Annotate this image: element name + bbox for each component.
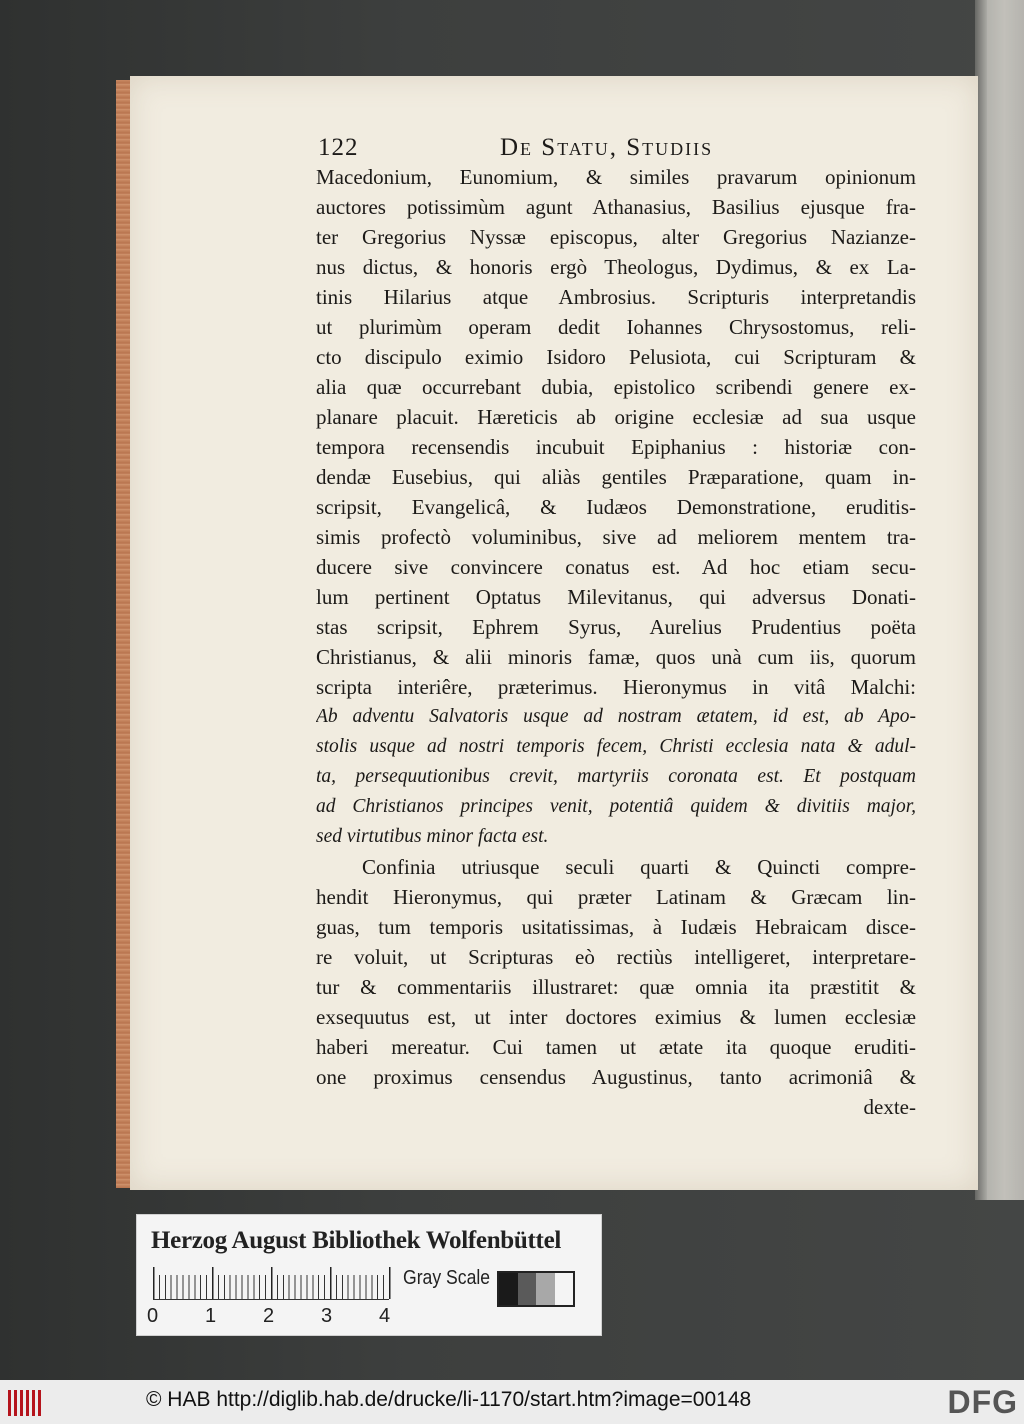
- barcode-icon: [8, 1390, 44, 1416]
- text-line: nus dictus, & honoris ergò Theologus, Dydimus, & ex La-: [316, 255, 916, 279]
- catchword: dexte-: [863, 1095, 916, 1119]
- text-line: tempora recensendis incubuit Epiphanius : historiæ con-: [316, 435, 916, 459]
- gray-scale-swatches: [497, 1271, 575, 1307]
- library-name: Herzog August Bibliothek Wolfenbüttel: [151, 1227, 562, 1254]
- text-line: exsequutus est, ut inter doctores eximius & lumen ecclesiæ: [316, 1005, 916, 1029]
- text-line: planare placuit. Hæreticis ab origine ecclesiæ ad sua usque: [316, 405, 916, 429]
- text-line: guas, tum temporis usitatissimas, à Iudæis Hebraicam disce-: [316, 915, 916, 939]
- text-line: ducere sive convincere conatus est. Ad hoc etiam secu-: [316, 555, 916, 579]
- text-line: scripta interiêre, præterimus. Hieronymus in vitâ Malchi:: [316, 675, 916, 699]
- text-line: simis profectò voluminibus, sive ad meliorem mentem tra-: [316, 525, 916, 549]
- ruler-number: 3: [321, 1305, 333, 1327]
- gray-swatch: [536, 1273, 555, 1305]
- text-line: stolis usque ad nostri temporis fecem, Christi ecclesia nata & adul-: [316, 736, 916, 757]
- ruler-number: 2: [263, 1305, 275, 1327]
- ruler-number: 4: [379, 1305, 391, 1327]
- text-line: ut plurimùm operam dedit Iohannes Chrysostomus, reli-: [316, 315, 916, 339]
- text-line: ter Gregorius Nyssæ episcopus, alter Gregorius Nazianze-: [316, 225, 916, 249]
- adjacent-page-edge: [975, 0, 1024, 1200]
- text-line: auctores potissimùm agunt Athanasius, Basilius ejusque fra-: [316, 195, 916, 219]
- text-line: tur & commentariis illustraret: quæ omnia ita præstitit &: [316, 975, 916, 999]
- ruler-number: 1: [205, 1305, 217, 1327]
- ruler-number: 0: [147, 1305, 159, 1327]
- text-line: sed virtutibus minor facta est.: [316, 826, 549, 847]
- text-line: Christianus, & alii minoris famæ, quos unà cum iis, quorum: [316, 645, 916, 669]
- gray-swatch: [518, 1273, 537, 1305]
- text-line: dendæ Eusebius, qui aliàs gentiles Præparatione, quam in-: [316, 465, 916, 489]
- running-title: De Statu, Studiis: [500, 134, 714, 161]
- gray-swatch: [555, 1273, 574, 1305]
- text-line: hendit Hieronymus, qui præter Latinam & Græcam lin-: [316, 885, 916, 909]
- page-body-text: [316, 162, 916, 1122]
- text-line: haberi mereatur. Cui tamen ut ætate ita quoque eruditi-: [316, 1035, 916, 1059]
- dfg-logo: DFG: [947, 1384, 1018, 1420]
- copyright-url[interactable]: © HAB http://diglib.hab.de/drucke/li-1170/start.htm?image=00148: [146, 1388, 752, 1411]
- text-line: ad Christianos principes venit, potentiâ quidem & divitiis major,: [316, 796, 916, 817]
- text-line: alia quæ occurrebant dubia, epistolico scribendi genere ex-: [316, 375, 916, 399]
- ruler-scale-numbers: [147, 1305, 407, 1329]
- text-line: stas scripsit, Ephrem Syrus, Aurelius Prudentius poëta: [316, 615, 916, 639]
- ruler-baseline: [153, 1299, 389, 1300]
- text-line: re voluit, ut Scripturas eò rectiùs intelligeret, interpretare-: [316, 945, 916, 969]
- text-line: ta, persequutionibus crevit, martyriis coronata est. Et postquam: [316, 766, 916, 787]
- text-line: tinis Hilarius atque Ambrosius. Scripturis interpretandis: [316, 285, 916, 309]
- color-calibration-card: [136, 1214, 602, 1336]
- footer-strip: [0, 1380, 1024, 1424]
- text-line: Ab adventu Salvatoris usque ad nostram ætatem, id est, ab Apo-: [316, 706, 916, 727]
- gray-swatch: [499, 1273, 518, 1305]
- text-line: scripsit, Evangelicâ, & Iudæos Demonstratione, eruditis-: [316, 495, 916, 519]
- page-number: 122: [318, 134, 359, 161]
- text-line: Confinia utriusque seculi quarti & Quincti compre-: [362, 855, 916, 879]
- text-line: cto discipulo eximio Isidoro Pelusiota, cui Scripturam &: [316, 345, 916, 369]
- text-line: one proximus censendus Augustinus, tanto acrimoniâ &: [316, 1065, 916, 1089]
- text-line: Macedonium, Eunomium, & similes pravarum opinionum: [316, 165, 916, 189]
- ruler-major-ticks: [153, 1267, 393, 1299]
- text-line: lum pertinent Optatus Milevitanus, qui adversus Donati-: [316, 585, 916, 609]
- gray-scale-label: Gray Scale: [403, 1267, 491, 1289]
